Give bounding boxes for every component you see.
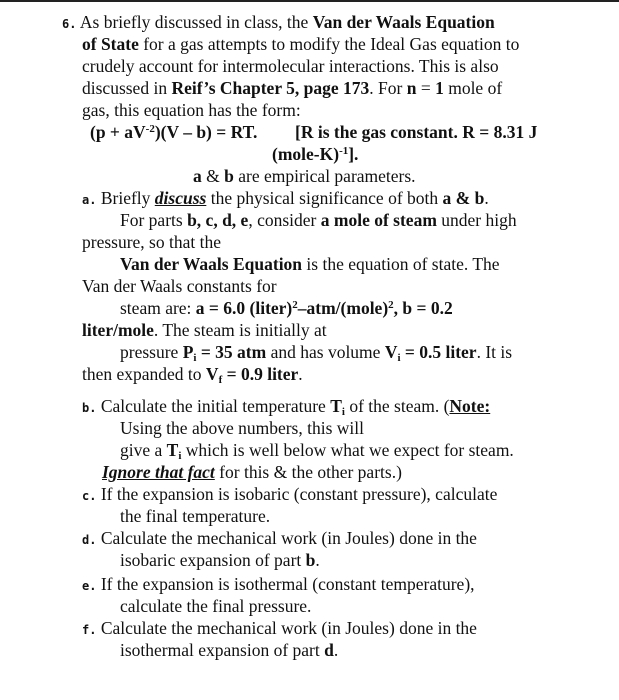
vdw-equation: $(p + aV^{-2})(V - b)$ = RT.: [90, 122, 258, 142]
part-b-line-2: Using the above numbers, this will: [120, 418, 365, 438]
part-f-marker: f.: [82, 623, 97, 637]
part-a: a. Briefly discuss the physical significance of both a & b.: [82, 188, 489, 208]
part-d-marker: d.: [82, 533, 97, 547]
empirical-params-line: a & b are empirical parameters.: [193, 166, 416, 186]
part-c-line-2: the final temperature.: [120, 506, 271, 526]
context-line-3: Van der Waals Equation is the equation of state. The: [120, 254, 500, 274]
problem-6-line-4: discussed in Reif’s Chapter 5, page 173. For n = 1 mole of: [82, 78, 503, 98]
part-f-line-2: isothermal expansion of part d.: [120, 640, 339, 660]
part-a-marker: a.: [82, 193, 97, 207]
gas-constant-units: (mole-K)$^{-1}$].: [272, 144, 359, 164]
context-line-2: pressure, so that the: [82, 232, 221, 252]
part-b-line-4: Ignore that fact for this & the other parts.): [102, 462, 402, 482]
context-line-7: pressure $P_i = 35$ atm and has volume $V_i = 0.5$ liter. It is: [120, 342, 513, 364]
part-b-marker: b.: [82, 401, 97, 415]
problem-6-line-2: of State for a gas attempts to modify the Ideal Gas equation to: [82, 34, 520, 54]
context-line-8: then expanded to $V_f = 0.9$ liter.: [82, 364, 303, 386]
problem-6-line-3: crudely account for intermolecular interactions. This is also: [82, 56, 499, 76]
part-b: b. Calculate the initial temperature $T_i$ of the steam. (Note:: [82, 396, 491, 418]
context-line-4: Van der Waals constants for: [82, 276, 277, 296]
problem-6-line-1: 6. As briefly discussed in class, the Van der Waals Equation: [62, 12, 495, 32]
part-d-line-2: isobaric expansion of part b.: [120, 550, 320, 570]
part-b-line-3: give a $T_i$ which is well below what we expect for steam.: [120, 440, 514, 462]
part-e-line-2: calculate the final pressure.: [120, 596, 312, 616]
context-line-5: steam are: a = 6.0 (liter)$^2$–atm/(mole)$^2$, b = 0.2: [120, 298, 453, 318]
problem-number: 6.: [62, 17, 77, 31]
part-e-marker: e.: [82, 579, 97, 593]
context-line-1: For parts b, c, d, e, consider a mole of steam under high: [120, 210, 517, 230]
gas-constant-note: [R is the gas constant. R = 8.31 J: [295, 122, 538, 142]
part-c: c. If the expansion is isobaric (constant pressure), calculate: [82, 484, 498, 504]
part-c-marker: c.: [82, 489, 97, 503]
part-d: d. Calculate the mechanical work (in Joules) done in the: [82, 528, 477, 548]
context-line-6: liter/mole. The steam is initially at: [82, 320, 327, 340]
part-f: f. Calculate the mechanical work (in Joules) done in the: [82, 618, 477, 638]
part-e: e. If the expansion is isothermal (constant temperature),: [82, 574, 475, 594]
problem-6-line-5: gas, this equation has the form:: [82, 100, 301, 120]
